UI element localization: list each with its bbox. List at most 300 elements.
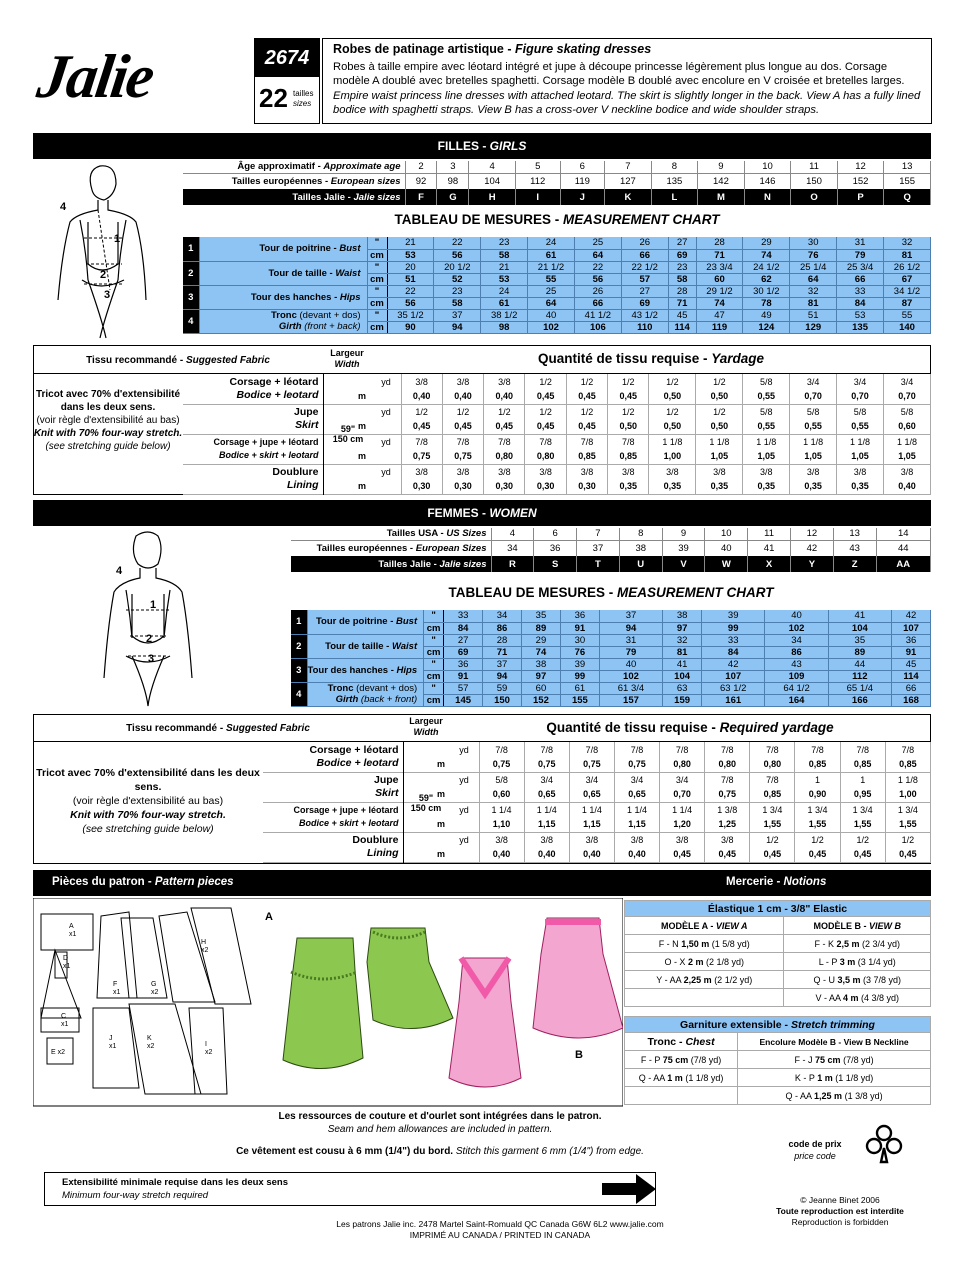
yd-value: 3/8 [705, 832, 750, 847]
size-count: 22 [259, 83, 288, 113]
meas-label: Tour de taille - Waist [307, 634, 424, 658]
meas-inch: 35 [521, 610, 560, 622]
meas-cm: 86 [483, 622, 522, 634]
m-value: 0,45 [608, 389, 649, 404]
m-value: 0,45 [566, 389, 607, 404]
m-value: 0,35 [790, 479, 837, 494]
m-value: 0,50 [649, 419, 696, 434]
m-value: 1,55 [885, 817, 930, 832]
meas-label: Tour des hanches - Hips [307, 658, 424, 682]
trimming-table [624, 1016, 931, 1105]
m-value: 1,00 [649, 449, 696, 464]
m-value: 0,40 [401, 389, 442, 404]
yardage-label: Doublure Lining [263, 832, 403, 862]
m-value: 0,45 [660, 847, 705, 862]
meas-inch: 38 [521, 658, 560, 670]
meas-inch: 29 [743, 237, 790, 249]
m-value: 0,30 [525, 479, 566, 494]
yd-unit: yd [323, 404, 401, 419]
meas-cm: 102 [528, 321, 575, 333]
yd-unit: yd [403, 802, 479, 817]
meas-inch: 22 [434, 237, 481, 249]
yd-value: 1 1/8 [837, 434, 884, 449]
meas-inch: 24 [528, 237, 575, 249]
piece-g-label: G [151, 981, 157, 988]
m-value: 0,95 [840, 787, 885, 802]
meas-cm: 55 [528, 273, 575, 285]
m-value: 0,30 [442, 479, 483, 494]
meas-inch: 43 [765, 658, 828, 670]
m-value: 0,80 [484, 449, 525, 464]
meas-inch: 34 [483, 610, 522, 622]
meas-label: Tour de poitrine - Bust [199, 237, 367, 261]
women-width-value: 59" 150 cm [410, 793, 442, 813]
svg-text:4: 4 [116, 565, 123, 577]
meas-cm: 124 [743, 321, 790, 333]
yd-value: 7/8 [750, 772, 795, 787]
m-value: 0,30 [566, 479, 607, 494]
women-fabric-label: Tissu recommandé - Suggested Fabric [126, 723, 310, 734]
meas-inch: 49 [743, 309, 790, 321]
yd-unit: yd [323, 464, 401, 479]
m-value: 0,70 [884, 389, 931, 404]
svg-text:2: 2 [146, 633, 153, 645]
m-value: 1,05 [696, 449, 743, 464]
yd-value: 1/2 [649, 374, 696, 389]
meas-inch: 22 [387, 285, 434, 297]
meas-cm: 66 [837, 273, 884, 285]
meas-inch: 32 [790, 285, 837, 297]
piece-k-label: K [147, 1035, 152, 1042]
m-value: 0,45 [525, 419, 566, 434]
meas-cm: 64 [528, 297, 575, 309]
address: Les patrons Jalie inc. 2478 Martel Saint-Romuald QC Canada G6W 6L2 www.jalie.com IMPRIMÉ AU CANADA / PRINTED IN CANADA [336, 1219, 664, 1240]
meas-row [291, 634, 931, 646]
pattern-description: Robes de patinage artistique - Figure skating dresses Robes à taille empire avec léotard intégré et jupe à découpe princesse légèrement plus longue au dos. Corsage modèle A doublé avec bretelles spaghetti. Corsage modèle B doublé avec encolure en V croisée et bretelles larges. Empire waist princess line dresses with attached leotard. The skirt is slightly longer in the back. View A has a fully lined bodice with spaghetti straps. View B has a cross-over V neckline bodice and wide shoulder straps. [322, 38, 932, 124]
yd-value: 3/8 [608, 464, 649, 479]
meas-cm: 58 [668, 273, 696, 285]
inch-unit: " [424, 658, 444, 670]
yd-value: 3/8 [837, 464, 884, 479]
m-value: 0,55 [837, 419, 884, 434]
svg-text:x1: x1 [109, 1043, 117, 1050]
meas-inch: 61 [560, 682, 599, 694]
meas-inch: 28 [483, 634, 522, 646]
m-value: 0,40 [524, 847, 569, 862]
m-value: 0,40 [442, 389, 483, 404]
price-code: code de prix price code [788, 1139, 842, 1161]
m-value: 0,80 [705, 757, 750, 772]
yd-value: 7/8 [401, 434, 442, 449]
view-b-dress-front [449, 958, 521, 1087]
meas-cm: 52 [434, 273, 481, 285]
meas-cm: 114 [668, 321, 696, 333]
svg-text:x2: x2 [201, 947, 209, 954]
yd-value: 7/8 [705, 742, 750, 757]
meas-inch: 33 [837, 285, 884, 297]
meas-cm: 87 [884, 297, 931, 309]
m-value: 0,65 [524, 787, 569, 802]
m-value: 1,20 [660, 817, 705, 832]
yd-value: 1 1/8 [885, 772, 930, 787]
yardage-row [263, 742, 931, 757]
yd-value: 7/8 [795, 742, 840, 757]
yd-value: 1 1/4 [614, 802, 659, 817]
elastic-title: Élastique 1 cm - 3/8" Elastic [625, 901, 931, 917]
meas-cm: 58 [434, 297, 481, 309]
yd-value: 7/8 [524, 742, 569, 757]
meas-cm: 69 [621, 297, 668, 309]
m-value: 0,90 [795, 787, 840, 802]
meas-inch: 45 [668, 309, 696, 321]
m-value: 0,50 [696, 389, 743, 404]
meas-cm: 62 [743, 273, 790, 285]
meas-number: 4 [183, 309, 199, 333]
meas-cm: 114 [892, 670, 931, 682]
cm-unit: cm [424, 670, 444, 682]
meas-inch: 42 [892, 610, 931, 622]
meas-cm: 107 [702, 670, 765, 682]
meas-cm: 58 [481, 249, 528, 261]
meas-inch: 53 [837, 309, 884, 321]
title-fr: Robes de patinage artistique [333, 42, 504, 56]
meas-cm: 81 [790, 297, 837, 309]
trim-a-row-1: Q - AA 1 m (1 1/8 yd) [625, 1069, 738, 1087]
girls-width-label: Largeur Width [330, 348, 364, 369]
meas-inch: 24 1/2 [743, 261, 790, 273]
yd-value: 3/8 [479, 832, 524, 847]
m-value: 0,55 [743, 389, 790, 404]
yd-unit: yd [323, 374, 401, 389]
m-value: 0,45 [566, 419, 607, 434]
piece-f-label: F [113, 981, 118, 988]
yd-value: 1 1/8 [884, 434, 931, 449]
meas-inch: 41 1/2 [574, 309, 621, 321]
m-value: 0,65 [569, 787, 614, 802]
trim-b-row-2: Q - AA 1,25 m (1 3/8 yd) [738, 1087, 931, 1105]
m-value: 0,40 [479, 847, 524, 862]
women-measurement-table [291, 610, 931, 707]
meas-cm: 157 [599, 694, 662, 706]
meas-inch: 36 [892, 634, 931, 646]
piece-a-label: A [69, 923, 74, 930]
yardage-row [183, 434, 931, 449]
meas-inch: 63 1/2 [702, 682, 765, 694]
yardage-label: Jupe Skirt [183, 404, 323, 434]
meas-cm: 74 [521, 646, 560, 658]
meas-inch: 61 3/4 [599, 682, 662, 694]
meas-inch: 42 [702, 658, 765, 670]
meas-inch: 66 [892, 682, 931, 694]
yd-value: 1 3/4 [840, 802, 885, 817]
yd-value: 7/8 [566, 434, 607, 449]
cm-unit: cm [367, 249, 387, 261]
cm-unit: cm [424, 622, 444, 634]
m-value: 0,30 [401, 479, 442, 494]
m-value: 0,65 [614, 787, 659, 802]
meas-row [183, 261, 931, 273]
meas-inch: 21 [481, 261, 528, 273]
meas-inch: 25 [528, 285, 575, 297]
meas-cm: 56 [434, 249, 481, 261]
svg-text:x1: x1 [113, 989, 121, 996]
meas-cm: 86 [765, 646, 828, 658]
meas-inch: 27 [621, 285, 668, 297]
age-label: Âge approximatif - Approximate age [183, 161, 405, 173]
yd-value: 3/8 [569, 832, 614, 847]
m-unit: m [323, 389, 401, 404]
meas-cm: 57 [621, 273, 668, 285]
meas-inch: 43 1/2 [621, 309, 668, 321]
meas-inch: 31 [837, 237, 884, 249]
yd-value: 1 1/4 [660, 802, 705, 817]
svg-text:2: 2 [100, 269, 107, 281]
m-value: 1,25 [705, 817, 750, 832]
m-value: 0,60 [884, 419, 931, 434]
m-value: 0,60 [479, 787, 524, 802]
yardage-label: Corsage + jupe + léotard Bodice + skirt + leotard [183, 434, 323, 464]
meas-inch: 21 [387, 237, 434, 249]
yardage-label: Corsage + jupe + léotard Bodice + skirt + leotard [263, 802, 403, 832]
meas-cm: 64 [574, 249, 621, 261]
m-value: 0,45 [401, 419, 442, 434]
women-fabric-text: Tricot avec 70% d'extensibilité dans les deux sens. (voir règle d'extensibilité au bas) Knit with 70% four-way stretch. (see stretching guide below) [36, 767, 260, 835]
view-b-label: B [575, 1049, 583, 1061]
pattern-number: 2674 [255, 39, 319, 77]
meas-cm: 91 [560, 622, 599, 634]
girls-size-table: Âge approximatif - Approximate age 2 3 4 5 6 7 8 9 10 11 12 13 Tailles européennes - European sizes 92 98 104 112 119 127 135 142 146 150 152 155 Tailles Jalie - Jalie sizes F G H I J K L M N O P Q [183, 161, 931, 205]
m-value: 0,85 [566, 449, 607, 464]
view-a-label: A [265, 911, 273, 923]
meas-cm: 91 [444, 670, 483, 682]
inch-unit: " [424, 610, 444, 622]
yardage-label: Corsage + léotard Bodice + leotard [183, 374, 323, 404]
meas-cm: 81 [663, 646, 702, 658]
yd-value: 1 1/8 [696, 434, 743, 449]
meas-inch: 35 [828, 634, 891, 646]
elastic-b-row-0: F - K 2,5 m (2 3/4 yd) [784, 935, 931, 953]
meas-row [183, 285, 931, 297]
meas-inch: 65 1/4 [828, 682, 891, 694]
stitch-note: Ce vêtement est cousu à 6 mm (1/4") du bord. Stitch this garment 6 mm (1/4") from edge. [236, 1146, 644, 1157]
yd-value: 1 1/8 [743, 434, 790, 449]
women-size-table: Tailles USA - US Sizes 4 6 7 8 9 10 11 12 13 14 Tailles européennes - European Sizes 34 36 37 38 39 40 41 42 43 44 Tailles Jalie - Jalie sizes R S T U V W X Y Z AA [291, 528, 931, 572]
meas-cm: 129 [790, 321, 837, 333]
yd-value: 7/8 [840, 742, 885, 757]
girls-fabric-label: Tissu recommandé - Suggested Fabric [86, 355, 270, 366]
piece-d-label: D [63, 955, 69, 962]
meas-inch: 47 [696, 309, 743, 321]
m-value: 0,70 [790, 389, 837, 404]
meas-inch: 26 [621, 237, 668, 249]
meas-cm: 78 [743, 297, 790, 309]
meas-inch: 31 [599, 634, 662, 646]
girls-bar: FILLES - GIRLS [33, 133, 931, 159]
svg-text:x2: x2 [205, 1049, 213, 1056]
yd-value: 1/2 [442, 404, 483, 419]
yd-value: 3/8 [401, 374, 442, 389]
pattern-number-box [254, 38, 320, 124]
meas-cm: 102 [599, 670, 662, 682]
girls-yardage-table [183, 374, 931, 495]
meas-inch: 28 [696, 237, 743, 249]
elastic-a-row-2: Y - AA 2,25 m (2 1/2 yd) [625, 971, 784, 989]
meas-inch: 36 [444, 658, 483, 670]
yd-value: 1/2 [484, 404, 525, 419]
meas-cm: 94 [599, 622, 662, 634]
meas-inch: 37 [483, 658, 522, 670]
meas-inch: 41 [663, 658, 702, 670]
meas-cm: 56 [574, 273, 621, 285]
yd-value: 5/8 [884, 404, 931, 419]
meas-cm: 71 [668, 297, 696, 309]
girls-width-value: 59" 150 cm [332, 424, 364, 444]
yd-value: 1 3/4 [750, 802, 795, 817]
m-value: 0,75 [705, 787, 750, 802]
yd-value: 7/8 [608, 434, 649, 449]
meas-inch: 59 [483, 682, 522, 694]
piece-i-label: I [205, 1041, 207, 1048]
yardage-row [263, 802, 931, 817]
yd-unit: yd [323, 434, 401, 449]
inch-unit: " [367, 261, 387, 273]
meas-cm: 60 [696, 273, 743, 285]
yd-value: 3/8 [442, 374, 483, 389]
meas-inch: 39 [702, 610, 765, 622]
meas-inch: 32 [663, 634, 702, 646]
yd-value: 1/2 [401, 404, 442, 419]
meas-cm: 106 [574, 321, 621, 333]
svg-text:x2: x2 [151, 989, 159, 996]
yd-value: 7/8 [885, 742, 930, 757]
meas-inch: 27 [668, 237, 696, 249]
meas-cm: 84 [702, 646, 765, 658]
yd-value: 1 1/8 [790, 434, 837, 449]
trim-title: Garniture extensible - Stretch trimming [625, 1017, 931, 1033]
meas-cm: 94 [434, 321, 481, 333]
m-value: 1,55 [750, 817, 795, 832]
meas-inch: 23 [668, 261, 696, 273]
yd-value: 1/2 [649, 404, 696, 419]
yd-value: 3/4 [569, 772, 614, 787]
svg-text:x1: x1 [69, 931, 77, 938]
yd-value: 1/2 [840, 832, 885, 847]
meas-inch: 41 [828, 610, 891, 622]
meas-inch: 28 [668, 285, 696, 297]
meas-inch: 25 3/4 [837, 261, 884, 273]
girls-body-figure [40, 160, 160, 340]
yardage-row [263, 832, 931, 847]
meas-inch: 23 [481, 237, 528, 249]
yardage-row [183, 404, 931, 419]
piece-j-label: J [109, 1035, 113, 1042]
yd-value: 3/8 [614, 832, 659, 847]
women-yardage-table [263, 742, 931, 863]
yd-value: 3/4 [614, 772, 659, 787]
meas-inch: 32 [884, 237, 931, 249]
m-value: 0,45 [705, 847, 750, 862]
meas-number: 1 [183, 237, 199, 261]
meas-cm: 140 [884, 321, 931, 333]
svg-text:x2: x2 [147, 1043, 155, 1050]
m-value: 0,30 [484, 479, 525, 494]
m-value: 0,85 [840, 757, 885, 772]
meas-label: Tour des hanches - Hips [199, 285, 367, 309]
meas-cm: 102 [765, 622, 828, 634]
meas-inch: 30 1/2 [743, 285, 790, 297]
m-value: 0,45 [885, 847, 930, 862]
m-value: 1,15 [569, 817, 614, 832]
m-value: 1,05 [884, 449, 931, 464]
yd-value: 1 1/8 [649, 434, 696, 449]
yardage-row [183, 374, 931, 389]
elastic-table [624, 900, 931, 1007]
m-value: 0,40 [569, 847, 614, 862]
women-bar: FEMMES - WOMEN [33, 500, 931, 526]
meas-row [291, 658, 931, 670]
m-value: 0,80 [750, 757, 795, 772]
yd-value: 7/8 [479, 742, 524, 757]
yd-value: 1/2 [525, 404, 566, 419]
meas-inch: 26 [574, 285, 621, 297]
meas-row [183, 237, 931, 249]
m-unit: m [403, 817, 479, 832]
yd-value: 3/8 [566, 464, 607, 479]
m-unit: m [323, 419, 401, 434]
m-value: 1,15 [524, 817, 569, 832]
meas-label: Tronc (devant + dos) Girth (back + front) [307, 682, 424, 706]
yd-value: 1/2 [795, 832, 840, 847]
stretch-arrow-icon [600, 1170, 660, 1208]
meas-cm: 135 [837, 321, 884, 333]
yd-value: 7/8 [442, 434, 483, 449]
meas-cm: 91 [892, 646, 931, 658]
yardage-label: Jupe Skirt [263, 772, 403, 802]
yd-value: 5/8 [790, 404, 837, 419]
meas-inch: 57 [444, 682, 483, 694]
meas-cm: 104 [663, 670, 702, 682]
meas-inch: 35 1/2 [387, 309, 434, 321]
svg-text:4: 4 [60, 201, 67, 213]
yd-value: 1 3/4 [795, 802, 840, 817]
piece-c-label: C [61, 1013, 67, 1020]
m-value: 1,05 [790, 449, 837, 464]
m-value: 0,50 [696, 419, 743, 434]
yardage-row [263, 772, 931, 787]
meas-inch: 40 [765, 610, 828, 622]
meas-inch: 26 1/2 [884, 261, 931, 273]
m-value: 0,55 [790, 419, 837, 434]
meas-inch: 20 [387, 261, 434, 273]
meas-inch: 22 1/2 [621, 261, 668, 273]
copyright: © Jeanne Binet 2006 Toute reproduction est interdite Reproduction is forbidden [776, 1195, 904, 1227]
meas-cm: 89 [828, 646, 891, 658]
meas-cm: 53 [387, 249, 434, 261]
m-value: 0,40 [884, 479, 931, 494]
meas-inch: 20 1/2 [434, 261, 481, 273]
yd-value: 1/2 [750, 832, 795, 847]
stretch-guide-text: Extensibilité minimale requise dans les deux sens Minimum four-way stretch required [62, 1177, 288, 1201]
yd-unit: yd [403, 772, 479, 787]
meas-number: 3 [183, 285, 199, 309]
m-value: 0,35 [743, 479, 790, 494]
meas-cm: 79 [599, 646, 662, 658]
meas-inch: 23 [434, 285, 481, 297]
yd-value: 3/8 [884, 464, 931, 479]
women-chart-title: TABLEAU DE MESURES - MEASUREMENT CHART [448, 585, 774, 600]
yd-value: 3/8 [660, 832, 705, 847]
m-value: 0,75 [524, 757, 569, 772]
